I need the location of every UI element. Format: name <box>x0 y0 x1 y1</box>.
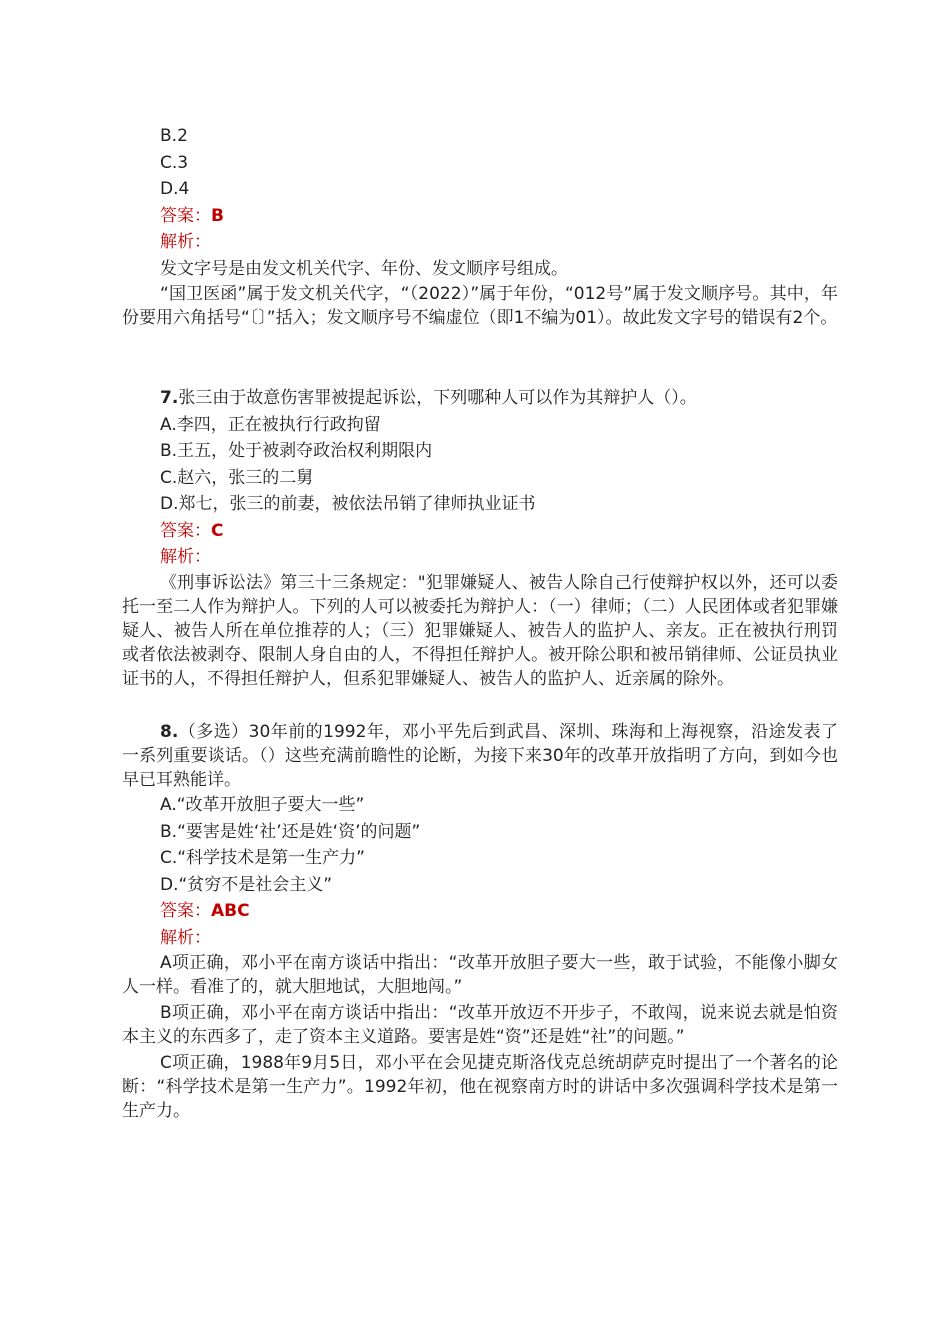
analysis-label: 解析： <box>160 232 211 252</box>
question-6-tail <box>122 123 838 330</box>
option-b: B.2 <box>160 126 188 146</box>
answer-value: C <box>211 520 224 541</box>
analysis-paragraph: C项正确，1988年9月5日，邓小平在会见捷克斯洛伐克总统胡萨克时提出了一个著名的论断：“科学技术是第一生产力”。1992年初，他在视察南方时的讲话中多次强调科学技术是第一生产力。 <box>122 1053 838 1121</box>
answer-label: 答案： <box>160 520 211 541</box>
answer-line <box>122 898 838 925</box>
answer-value: ABC <box>211 901 250 921</box>
option-d: D.“贫穷不是社会主义” <box>160 874 333 895</box>
question-stem <box>122 720 838 792</box>
analysis-text: 《刑事诉讼法》第三十三条规定："犯罪嫌疑人、被告人除自己行使辩护权以外，还可以委托一至二人作为辩护人。下列的人可以被委托为辩护人：（一）律师；（二）人民团体或者犯罪嫌疑人、被告人所在单位推荐的人；（三）犯罪嫌疑人、被告人的监护人、亲友。正在被执行刑罚或者依法被剥夺、限制人身自由的人，不得担任辩护人。被开除公职和被吊销律师、公证员执业证书的人，不得担任辩护人，但系犯罪嫌疑人、被告人的监护人、近亲属的除外。 <box>122 572 838 689</box>
answer-line <box>122 518 838 545</box>
option-a: A.李四，正在被执行行政拘留 <box>160 414 381 435</box>
option-d: D.4 <box>160 179 190 199</box>
answer-label: 答案： <box>160 205 211 226</box>
answer-label: 答案： <box>160 901 211 921</box>
option-b: B.王五，处于被剥夺政治权利期限内 <box>160 441 433 461</box>
question-7 <box>122 385 838 691</box>
option-b: B.“要害是姓‘社’还是姓‘资’的问题” <box>160 821 421 842</box>
option-c: C.“科学技术是第一生产力” <box>160 848 365 868</box>
question-number: 8. <box>160 722 179 742</box>
question-stem <box>122 385 838 412</box>
option-c: C.赵六，张三的二舅 <box>160 467 314 488</box>
analysis-paragraph: A项正确，邓小平在南方谈话中指出：“改革开放胆子要大一些，敢于试验，不能像小脚女人一样。看准了的，就大胆地试，大胆地闯。” <box>122 953 838 997</box>
analysis-text: “国卫医函”属于发文机关代字，“（2022）”属于年份，“012号”属于发文顺序号。其中，年份要用六角括号“〔〕”括入；发文顺序号不编虚位（即1不编为01）。故此发文字号的错误有2个。 <box>122 284 838 328</box>
analysis-text: 发文字号是由发文机关代字、年份、发文顺序号组成。 <box>160 258 568 279</box>
question-8 <box>122 720 838 1123</box>
question-number: 7. <box>160 388 179 408</box>
option-a: A.“改革开放胆子要大一些” <box>160 795 365 815</box>
option-d: D.郑七，张三的前妻，被依法吊销了律师执业证书 <box>160 494 536 514</box>
analysis-label: 解析： <box>160 927 211 948</box>
analysis-label: 解析： <box>160 547 211 567</box>
analysis-paragraph: B项正确，邓小平在南方谈话中指出：“改革开放迈不开步子，不敢闯，说来说去就是怕资本主义的东西多了，走了资本主义道路。要害是姓“资”还是姓“社”的问题。” <box>122 1003 838 1047</box>
answer-line <box>122 203 838 230</box>
answer-value: B <box>211 205 224 226</box>
option-c: C.3 <box>160 152 189 173</box>
question-text: 张三由于故意伤害罪被提起诉讼，下列哪种人可以作为其辩护人（）。 <box>178 388 697 408</box>
question-text: （多选）30年前的1992年，邓小平先后到武昌、深圳、珠海和上海视察，沿途发表了一系列重要谈话。（）这些充满前瞻性的论断，为接下来30年的改革开放指明了方向，到如今也早已耳熟能详。 <box>122 722 838 790</box>
